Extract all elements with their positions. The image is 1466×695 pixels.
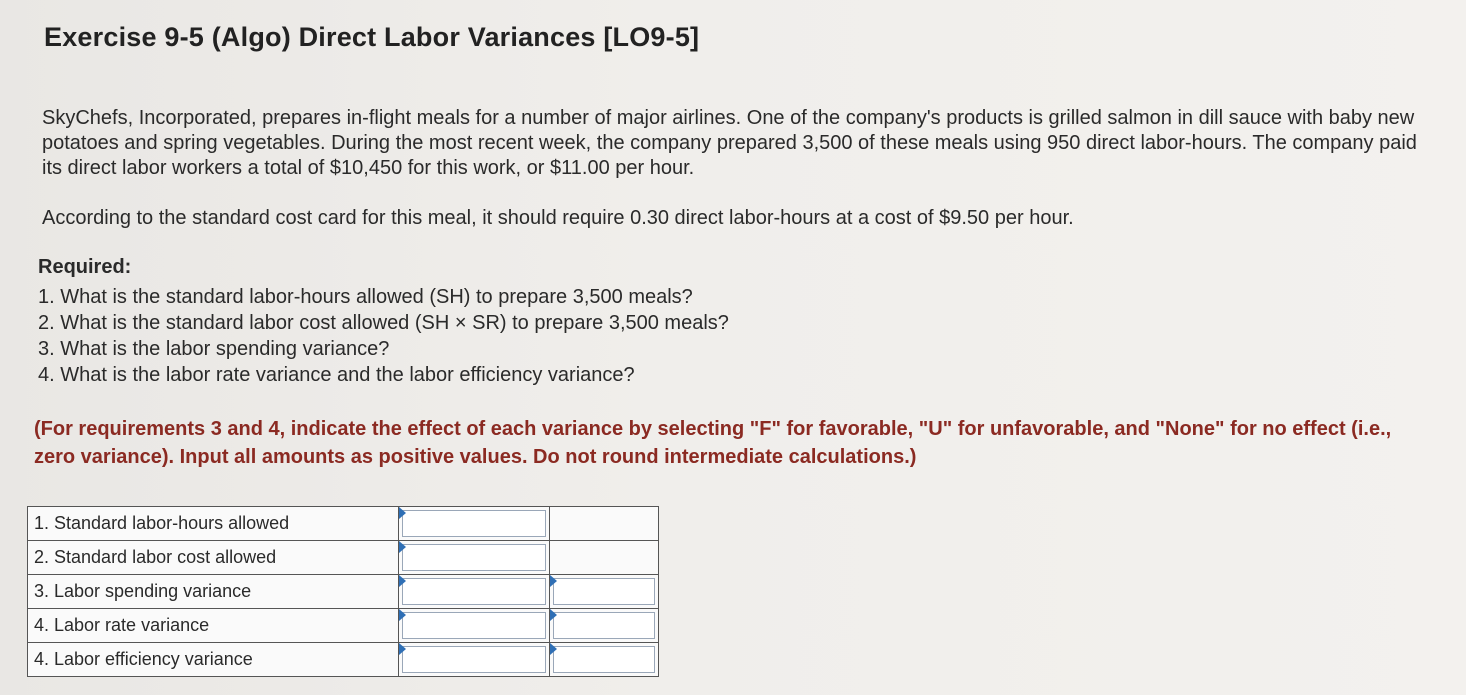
input-marker-icon	[399, 541, 406, 553]
row-label-sh: 1. Standard labor-hours allowed	[28, 507, 399, 541]
effect-dropdown-efficiency[interactable]	[553, 646, 655, 673]
required-heading: Required:	[38, 256, 132, 278]
dropdown-marker-icon	[550, 575, 557, 587]
effect-cell-cost	[550, 541, 659, 575]
requirement-item-4: 4. What is the labor rate variance and the labor efficiency variance?	[38, 364, 635, 386]
amount-field-rate[interactable]	[402, 612, 546, 639]
effect-select-spending[interactable]	[550, 575, 659, 609]
amount-input-efficiency[interactable]	[399, 643, 550, 677]
amount-field-sh[interactable]	[402, 510, 546, 537]
instructions-note: (For requirements 3 and 4, indicate the effect of each variance by selecting "F" for favorable, "U" for unfavorable, and "None" for no effect (i.e., zero variance). Input all amounts as positive values. Do not round intermediate calculations.)	[34, 418, 1392, 468]
effect-cell-sh	[550, 507, 659, 541]
row-label-rate: 4. Labor rate variance	[28, 609, 399, 643]
intro-paragraph: SkyChefs, Incorporated, prepares in-flight meals for a number of major airlines. One of the company's products is grilled salmon in dill sauce with baby new potatoes and spring vegetables. During the most recent week, the company prepared 3,500 of these meals using 950 direct labor-hours. The company paid its direct labor workers a total of $10,450 for this work, or $11.00 per hour.	[42, 107, 1417, 179]
table-row-rate	[28, 609, 659, 643]
table-row-cost	[28, 541, 659, 575]
effect-dropdown-spending[interactable]	[553, 578, 655, 605]
row-label-spending: 3. Labor spending variance	[28, 575, 399, 609]
requirement-item-2: 2. What is the standard labor cost allowed (SH × SR) to prepare 3,500 meals?	[38, 312, 729, 334]
dropdown-marker-icon	[550, 609, 557, 621]
requirements-list	[38, 284, 729, 388]
row-label-efficiency: 4. Labor efficiency variance	[28, 643, 399, 677]
requirement-item-1: 1. What is the standard labor-hours allowed (SH) to prepare 3,500 meals?	[38, 286, 693, 308]
amount-input-rate[interactable]	[399, 609, 550, 643]
answer-table	[27, 506, 659, 677]
effect-dropdown-rate[interactable]	[553, 612, 655, 639]
requirement-item-3: 3. What is the labor spending variance?	[38, 338, 390, 360]
effect-select-efficiency[interactable]	[550, 643, 659, 677]
standard-cost-paragraph: According to the standard cost card for this meal, it should require 0.30 direct labor-hours at a cost of $9.50 per hour.	[42, 207, 1074, 229]
input-marker-icon	[399, 609, 406, 621]
effect-select-rate[interactable]	[550, 609, 659, 643]
table-row-sh	[28, 507, 659, 541]
amount-field-cost[interactable]	[402, 544, 546, 571]
amount-input-cost[interactable]	[399, 541, 550, 575]
exercise-title: Exercise 9-5 (Algo) Direct Labor Variances [LO9-5]	[44, 22, 700, 52]
input-marker-icon	[399, 507, 406, 519]
table-row-efficiency	[28, 643, 659, 677]
amount-field-spending[interactable]	[402, 578, 546, 605]
input-marker-icon	[399, 575, 406, 587]
amount-field-efficiency[interactable]	[402, 646, 546, 673]
row-label-cost: 2. Standard labor cost allowed	[28, 541, 399, 575]
dropdown-marker-icon	[550, 643, 557, 655]
table-row-spending	[28, 575, 659, 609]
amount-input-sh[interactable]	[399, 507, 550, 541]
input-marker-icon	[399, 643, 406, 655]
amount-input-spending[interactable]	[399, 575, 550, 609]
